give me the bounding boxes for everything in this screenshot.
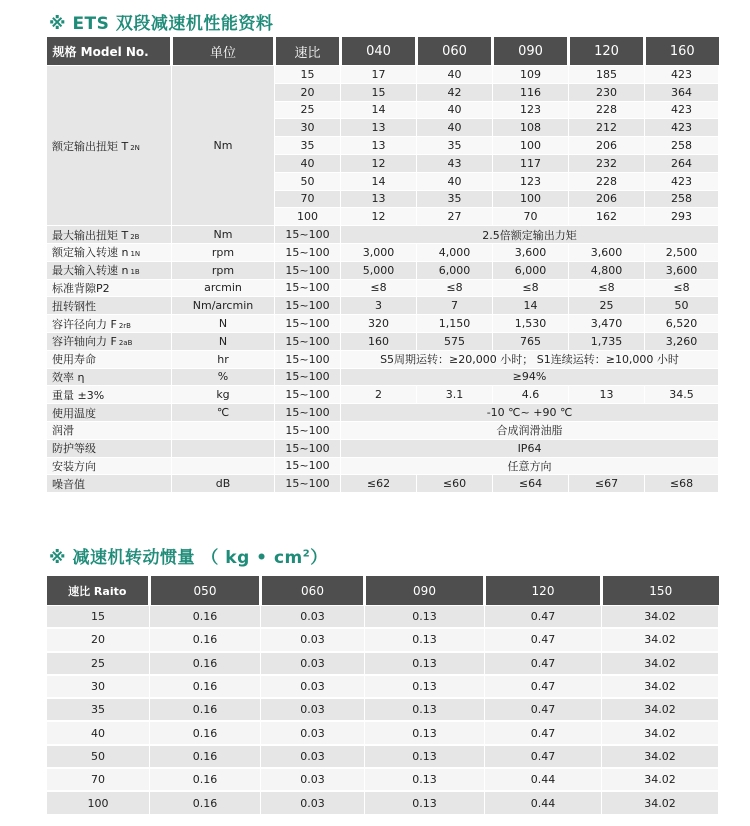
value-cell: 575 xyxy=(417,332,493,350)
ratio-cell: 15~100 xyxy=(275,279,341,297)
inertia-row xyxy=(47,721,719,744)
spec-label xyxy=(47,475,172,493)
spec-row xyxy=(47,421,719,439)
ratio-cell: 15~100 xyxy=(275,421,341,439)
spec-label xyxy=(47,243,172,261)
inertia-header-row xyxy=(47,576,719,606)
value-cell: 3,600 xyxy=(493,243,569,261)
spec-unit xyxy=(172,457,275,475)
torque-label xyxy=(47,66,172,226)
header-size-090: 090 xyxy=(493,37,569,66)
value-cell: 228 xyxy=(569,101,645,119)
value-cell: 100 xyxy=(493,190,569,208)
spec-unit: dB xyxy=(172,475,275,493)
value-cell: 13 xyxy=(569,386,645,404)
inertia-value-cell: 0.16 xyxy=(150,628,261,651)
inertia-value-cell: 0.16 xyxy=(150,745,261,768)
value-cell: 423 xyxy=(645,172,719,190)
spec-unit: Nm xyxy=(172,226,275,244)
value-cell: 14 xyxy=(493,297,569,315)
value-cell: 6,000 xyxy=(417,261,493,279)
value-cell: 4,000 xyxy=(417,243,493,261)
inertia-value-cell: 34.02 xyxy=(602,698,719,721)
inertia-title-sup: 2 xyxy=(302,548,311,560)
value-cell: 423 xyxy=(645,66,719,84)
inertia-value-cell: 0.13 xyxy=(365,745,485,768)
spec-unit: arcmin xyxy=(172,279,275,297)
inertia-value-cell: 34.02 xyxy=(602,768,719,791)
inertia-title xyxy=(49,543,328,568)
value-cell: 35 xyxy=(417,190,493,208)
spec-label-text: 重量 ±3% xyxy=(52,388,105,402)
value-cell: 50 xyxy=(645,297,719,315)
inertia-value-cell: 0.13 xyxy=(365,768,485,791)
inertia-value-cell: 0.13 xyxy=(365,721,485,744)
value-cell: 162 xyxy=(569,208,645,226)
header-unit: 单位 xyxy=(172,37,275,66)
spec-label xyxy=(47,386,172,404)
value-cell: 3,470 xyxy=(569,315,645,333)
inertia-value-cell: 34.02 xyxy=(602,628,719,651)
value-cell: 108 xyxy=(493,119,569,137)
spec-unit: N xyxy=(172,315,275,333)
value-cell: 3.1 xyxy=(417,386,493,404)
inertia-value-cell: 0.03 xyxy=(261,721,365,744)
inertia-header-060: 060 xyxy=(261,576,365,606)
value-cell: ≤8 xyxy=(493,279,569,297)
ratio-cell: 15 xyxy=(275,66,341,84)
value-cell: 117 xyxy=(493,154,569,172)
spec-unit: ℃ xyxy=(172,404,275,422)
spec-label-text: 防护等级 xyxy=(52,442,96,456)
inertia-row xyxy=(47,745,719,768)
ratio-cell: 35 xyxy=(275,137,341,155)
spec-unit xyxy=(172,439,275,457)
inertia-value-cell: 34.02 xyxy=(602,791,719,814)
ratio-cell: 15~100 xyxy=(275,243,341,261)
spec-row xyxy=(47,475,719,493)
spec-unit: rpm xyxy=(172,261,275,279)
inertia-value-cell: 0.03 xyxy=(261,745,365,768)
value-cell: 3,260 xyxy=(645,332,719,350)
spec-row xyxy=(47,226,719,244)
value-cell: 123 xyxy=(493,101,569,119)
inertia-value-cell: 0.16 xyxy=(150,721,261,744)
value-cell: 5,000 xyxy=(341,261,417,279)
value-cell: 40 xyxy=(417,119,493,137)
value-cell: 1,530 xyxy=(493,315,569,333)
value-cell: ≤8 xyxy=(569,279,645,297)
span-value-cell: ≥94% xyxy=(341,368,719,386)
spec-label-text: 使用温度 xyxy=(52,406,96,420)
torque-unit: Nm xyxy=(172,66,275,226)
inertia-value-cell: 0.03 xyxy=(261,675,365,698)
value-cell: 27 xyxy=(417,208,493,226)
value-cell: 34.5 xyxy=(645,386,719,404)
inertia-value-cell: 0.03 xyxy=(261,652,365,675)
spec-label-text: 额定输入转速 n xyxy=(52,246,129,260)
value-cell: ≤68 xyxy=(645,475,719,493)
value-cell: 13 xyxy=(341,190,417,208)
value-cell: 6,000 xyxy=(493,261,569,279)
value-cell: 25 xyxy=(569,297,645,315)
header-model: 规格 Model No. xyxy=(47,37,172,66)
torque-row xyxy=(47,66,719,84)
value-cell: 42 xyxy=(417,83,493,101)
ratio-cell: 15~100 xyxy=(275,475,341,493)
value-cell: 123 xyxy=(493,172,569,190)
inertia-value-cell: 0.03 xyxy=(261,628,365,651)
spec-label-text: 润滑 xyxy=(52,424,74,438)
value-cell: 320 xyxy=(341,315,417,333)
value-cell: 423 xyxy=(645,101,719,119)
spec-label-text: 使用寿命 xyxy=(52,353,96,367)
spec-label xyxy=(47,350,172,368)
value-cell: 3,600 xyxy=(569,243,645,261)
spec-label-subscript: 1B xyxy=(130,268,140,277)
ratio-cell: 35 xyxy=(47,698,150,721)
value-cell: 35 xyxy=(417,137,493,155)
value-cell: 1,150 xyxy=(417,315,493,333)
value-cell: 116 xyxy=(493,83,569,101)
ratio-cell: 50 xyxy=(275,172,341,190)
ratio-cell: 25 xyxy=(275,101,341,119)
ratio-cell: 15~100 xyxy=(275,404,341,422)
inertia-value-cell: 0.16 xyxy=(150,768,261,791)
inertia-value-cell: 0.47 xyxy=(485,745,602,768)
spec-label-text: 最大输入转速 n xyxy=(52,264,129,278)
value-cell: 3 xyxy=(341,297,417,315)
spec-label xyxy=(47,368,172,386)
inertia-value-cell: 0.13 xyxy=(365,791,485,814)
inertia-row xyxy=(47,698,719,721)
value-cell: 264 xyxy=(645,154,719,172)
spec-label-text: 最大输出扭矩 T xyxy=(52,228,129,242)
spec-label-text: 效率 η xyxy=(52,370,85,384)
spec-label-text: 安装方向 xyxy=(52,459,96,473)
ratio-cell: 15~100 xyxy=(275,315,341,333)
value-cell: 212 xyxy=(569,119,645,137)
span-value-cell: 合成润滑油脂 xyxy=(341,421,719,439)
ratio-cell: 15~100 xyxy=(275,297,341,315)
value-cell: ≤67 xyxy=(569,475,645,493)
ratio-cell: 15~100 xyxy=(275,261,341,279)
value-cell: 40 xyxy=(417,172,493,190)
performance-title: ※ ETS 双段减速机性能资料 xyxy=(49,14,274,34)
header-size-060: 060 xyxy=(417,37,493,66)
value-cell: 160 xyxy=(341,332,417,350)
inertia-value-cell: 0.13 xyxy=(365,675,485,698)
value-cell: 109 xyxy=(493,66,569,84)
spec-unit: N xyxy=(172,332,275,350)
inertia-title-end: ） xyxy=(310,548,328,568)
spec-unit: % xyxy=(172,368,275,386)
value-cell: 293 xyxy=(645,208,719,226)
inertia-header-090: 090 xyxy=(365,576,485,606)
inertia-value-cell: 34.02 xyxy=(602,652,719,675)
value-cell: 13 xyxy=(341,137,417,155)
spec-label-subscript: 2rB xyxy=(118,321,131,330)
inertia-value-cell: 0.16 xyxy=(150,675,261,698)
spec-label xyxy=(47,439,172,457)
inertia-row xyxy=(47,628,719,651)
ratio-cell: 15 xyxy=(47,606,150,629)
ratio-cell: 15~100 xyxy=(275,386,341,404)
spec-label-text: 容许轴向力 F xyxy=(52,335,117,349)
spec-row xyxy=(47,386,719,404)
value-cell: 12 xyxy=(341,154,417,172)
header-ratio: 速比 xyxy=(275,37,341,66)
value-cell: 230 xyxy=(569,83,645,101)
value-cell: 765 xyxy=(493,332,569,350)
spec-row xyxy=(47,261,719,279)
inertia-value-cell: 0.44 xyxy=(485,768,602,791)
value-cell: 4,800 xyxy=(569,261,645,279)
span-value-cell: S5周期运转：≥20,000 小时； S1连续运转：≥10,000 小时 xyxy=(341,350,719,368)
value-cell: 12 xyxy=(341,208,417,226)
spec-label xyxy=(47,297,172,315)
spec-unit: Nm/arcmin xyxy=(172,297,275,315)
span-value-cell: -10 ℃~ +90 ℃ xyxy=(341,404,719,422)
inertia-value-cell: 0.47 xyxy=(485,606,602,629)
spec-label xyxy=(47,421,172,439)
value-cell: ≤8 xyxy=(645,279,719,297)
value-cell: 2 xyxy=(341,386,417,404)
inertia-value-cell: 0.16 xyxy=(150,791,261,814)
spec-label-subscript: 2B xyxy=(130,232,140,241)
header-size-120: 120 xyxy=(569,37,645,66)
value-cell: 206 xyxy=(569,190,645,208)
spec-label xyxy=(47,261,172,279)
spec-label xyxy=(47,315,172,333)
value-cell: 258 xyxy=(645,190,719,208)
ratio-cell: 100 xyxy=(275,208,341,226)
inertia-value-cell: 0.13 xyxy=(365,628,485,651)
ratio-cell: 20 xyxy=(275,83,341,101)
value-cell: 40 xyxy=(417,101,493,119)
torque-label-text: 额定输出扭矩 T xyxy=(52,139,129,153)
header-size-040: 040 xyxy=(341,37,417,66)
inertia-value-cell: 0.16 xyxy=(150,652,261,675)
inertia-value-cell: 0.03 xyxy=(261,606,365,629)
ratio-cell: 15~100 xyxy=(275,439,341,457)
value-cell: 232 xyxy=(569,154,645,172)
inertia-value-cell: 0.13 xyxy=(365,698,485,721)
inertia-value-cell: 0.47 xyxy=(485,628,602,651)
ratio-cell: 15~100 xyxy=(275,350,341,368)
inertia-header-ratio: 速比 Raito xyxy=(47,576,150,606)
inertia-value-cell: 0.03 xyxy=(261,791,365,814)
spec-row xyxy=(47,457,719,475)
ratio-cell: 100 xyxy=(47,791,150,814)
inertia-value-cell: 0.13 xyxy=(365,606,485,629)
spec-unit: kg xyxy=(172,386,275,404)
inertia-value-cell: 0.47 xyxy=(485,721,602,744)
spec-label-subscript: 1N xyxy=(130,250,141,259)
inertia-value-cell: 0.13 xyxy=(365,652,485,675)
value-cell: 423 xyxy=(645,119,719,137)
spec-label xyxy=(47,404,172,422)
span-value-cell: 任意方向 xyxy=(341,457,719,475)
torque-label-subscript: 2N xyxy=(130,143,140,152)
value-cell: 206 xyxy=(569,137,645,155)
inertia-header-120: 120 xyxy=(485,576,602,606)
ratio-cell: 15~100 xyxy=(275,457,341,475)
value-cell: ≤64 xyxy=(493,475,569,493)
spec-label xyxy=(47,226,172,244)
value-cell: 6,520 xyxy=(645,315,719,333)
spec-row xyxy=(47,404,719,422)
ratio-cell: 15~100 xyxy=(275,368,341,386)
value-cell: 17 xyxy=(341,66,417,84)
spec-row xyxy=(47,243,719,261)
value-cell: 40 xyxy=(417,66,493,84)
value-cell: 185 xyxy=(569,66,645,84)
ratio-cell: 30 xyxy=(47,675,150,698)
value-cell: 43 xyxy=(417,154,493,172)
value-cell: 7 xyxy=(417,297,493,315)
span-value-cell: 2.5倍额定输出力矩 xyxy=(341,226,719,244)
spec-row xyxy=(47,350,719,368)
ratio-cell: 15~100 xyxy=(275,332,341,350)
spec-row xyxy=(47,279,719,297)
inertia-header-050: 050 xyxy=(150,576,261,606)
inertia-value-cell: 34.02 xyxy=(602,675,719,698)
inertia-value-cell: 0.16 xyxy=(150,606,261,629)
spec-row xyxy=(47,315,719,333)
value-cell: 3,600 xyxy=(645,261,719,279)
value-cell: 13 xyxy=(341,119,417,137)
inertia-value-cell: 0.47 xyxy=(485,652,602,675)
value-cell: ≤8 xyxy=(341,279,417,297)
value-cell: 364 xyxy=(645,83,719,101)
ratio-cell: 40 xyxy=(47,721,150,744)
inertia-value-cell: 0.03 xyxy=(261,768,365,791)
inertia-value-cell: 34.02 xyxy=(602,606,719,629)
ratio-cell: 70 xyxy=(275,190,341,208)
performance-table xyxy=(46,37,719,493)
spec-row xyxy=(47,368,719,386)
value-cell: ≤8 xyxy=(417,279,493,297)
spec-unit: hr xyxy=(172,350,275,368)
ratio-cell: 70 xyxy=(47,768,150,791)
value-cell: 2,500 xyxy=(645,243,719,261)
value-cell: 258 xyxy=(645,137,719,155)
ratio-cell: 15~100 xyxy=(275,226,341,244)
value-cell: 1,735 xyxy=(569,332,645,350)
spec-row xyxy=(47,332,719,350)
spec-row xyxy=(47,297,719,315)
spec-label-text: 扭转钢性 xyxy=(52,299,96,313)
spec-label xyxy=(47,457,172,475)
value-cell: 3,000 xyxy=(341,243,417,261)
spec-unit xyxy=(172,421,275,439)
spec-label-text: 标准背隙P2 xyxy=(52,281,110,295)
ratio-cell: 20 xyxy=(47,628,150,651)
inertia-value-cell: 34.02 xyxy=(602,745,719,768)
performance-header-row xyxy=(47,37,719,66)
spec-label-subscript: 2aB xyxy=(118,339,133,348)
inertia-row xyxy=(47,768,719,791)
value-cell: 4.6 xyxy=(493,386,569,404)
ratio-cell: 25 xyxy=(47,652,150,675)
inertia-value-cell: 0.44 xyxy=(485,791,602,814)
spec-label xyxy=(47,332,172,350)
inertia-table xyxy=(46,576,719,816)
inertia-value-cell: 0.16 xyxy=(150,698,261,721)
inertia-header-150: 150 xyxy=(602,576,719,606)
spec-label xyxy=(47,279,172,297)
value-cell: ≤62 xyxy=(341,475,417,493)
value-cell: 70 xyxy=(493,208,569,226)
inertia-value-cell: 0.03 xyxy=(261,698,365,721)
inertia-value-cell: 0.47 xyxy=(485,675,602,698)
span-value-cell: IP64 xyxy=(341,439,719,457)
value-cell: 14 xyxy=(341,101,417,119)
ratio-cell: 50 xyxy=(47,745,150,768)
ratio-cell: 40 xyxy=(275,154,341,172)
spec-row xyxy=(47,439,719,457)
inertia-value-cell: 0.47 xyxy=(485,698,602,721)
ratio-cell: 30 xyxy=(275,119,341,137)
inertia-row xyxy=(47,791,719,814)
value-cell: 15 xyxy=(341,83,417,101)
inertia-row xyxy=(47,652,719,675)
value-cell: 100 xyxy=(493,137,569,155)
header-size-160: 160 xyxy=(645,37,719,66)
value-cell: 14 xyxy=(341,172,417,190)
inertia-title-main: ※ 减速机转动惯量 （ kg • cm xyxy=(49,548,303,568)
inertia-row xyxy=(47,606,719,629)
inertia-value-cell: 34.02 xyxy=(602,721,719,744)
spec-label-text: 噪音值 xyxy=(52,477,85,491)
value-cell: 228 xyxy=(569,172,645,190)
value-cell: ≤60 xyxy=(417,475,493,493)
spec-label-text: 容许径向力 F xyxy=(52,317,117,331)
inertia-row xyxy=(47,675,719,698)
spec-unit: rpm xyxy=(172,243,275,261)
